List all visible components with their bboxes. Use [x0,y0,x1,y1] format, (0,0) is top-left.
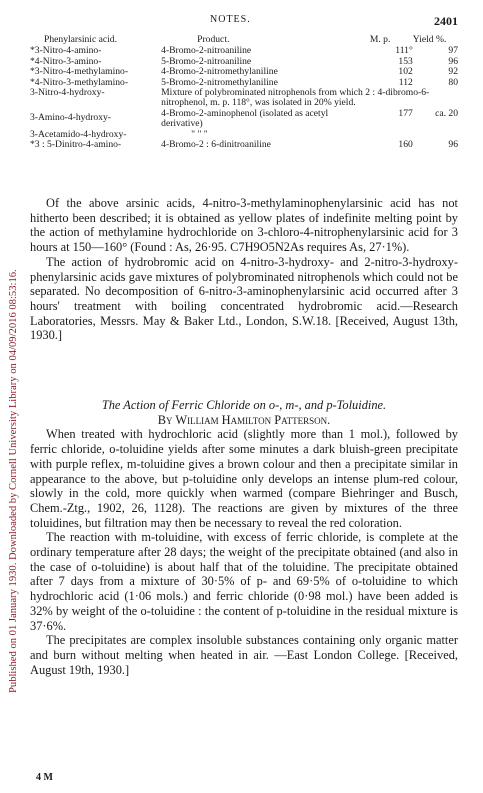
cell: 153 [398,55,413,67]
cell: *3-Nitro-4-amino- [30,45,102,57]
cell: Mixture of polybrominated nitrophenols from which 2 : 4-dibromo-6-nitrophenol, m. p. 118°, was isolated in 20% yield. [161,87,430,109]
cell: 3-Amino-4-hydroxy- [30,111,111,123]
col-header-yield: Yield %. [412,34,447,45]
signature-mark: 4 M [36,772,53,783]
cell: *4-Nitro-3-methylamino- [30,76,129,88]
cell: 96 [448,55,458,67]
cell: 3-Nitro-4-hydroxy- [30,87,105,99]
page-number: 2401 [434,14,458,28]
section-title: NOTES. [210,14,251,25]
cell: 4-Bromo-2-nitromethylaniline [161,66,278,78]
notes-text-1 [30,196,458,343]
download-notice-text: Published on 01 January 1930. Downloaded by Cornell University Library on 04/09/2016 08:53:16. [8,269,19,693]
cell: 4-Bromo-2-nitroaniline [161,45,252,57]
cell: 111° [395,45,413,57]
cell: 177 [398,107,413,119]
cell: " " " [191,128,208,140]
col-header-acid: Phenylarsinic acid. [44,34,117,45]
cell: 97 [448,45,458,57]
article-title: The Action of Ferric Chloride on o-, m-, and p-Toluidine. [101,398,387,412]
table-row [30,109,458,130]
download-notice [0,38,19,698]
cell: 4-Bromo-2 : 6-dinitroaniline [161,139,271,151]
cell: 80 [448,76,458,88]
cell: 4-Bromo-2-aminophenol (isolated as acetyl derivative) [161,107,329,130]
paragraph: Of the above arsinic acids, 4-nitro-3-methylaminophenylarsinic acid has not hitherto been described; it is obtained as yellow plates of indefinite melting point by the action of methylamine hydrochloride on 3-chloro-4-nitrophenylarsinic acid for 3 hours at 150—160° (Found : As, 26·95. C7H9O5N2As requires As, 27·1%). [30,196,458,255]
table-row [30,140,458,150]
running-header [30,14,458,30]
cell: 92 [448,66,458,78]
cell: 96 [448,139,458,151]
cell: 102 [398,66,413,78]
cell: *4-Nitro-3-amino- [30,55,102,67]
cell: 160 [398,139,413,151]
article [30,398,458,677]
cell: 3-Acetamido-4-hydroxy- [30,128,127,140]
paragraph: The reaction with m-toluidine, with excess of ferric chloride, is complete at the ordinary temperature after 28 days; the weight of the precipitate obtained (and also in the case of o-toluidine) is about half that of the toluidine. The precipitate obtained after 7 days from a mixture of 30·5% of p- and 69·5% of o-toluidine to which hydrochloric acid (1·06 mols.) and ferric chloride (0·98 mol.) have been added is 32% by weight of the o-toluidine : the content of p-toluidine in the residual mixture is 37·6%. [30,530,458,633]
cell: ca. 20 [435,107,458,119]
paragraph: When treated with hydrochloric acid (slightly more than 1 mol.), followed by ferric chloride, o-toluidine yields after some minutes a dark bluish-green precipitate with purple reflex, m-toluidine gives a brown colour and then a precipitate similar in appearance to the above, but p-toluidine only develops an intense plum-red colour, slowly in the cold, more quickly when warmed (compare Biehringer and Busch, Chem.-Ztg., 1902, 26, 1128). The reactions are given by mixtures of the three toluidines, but filtration may then be necessary to reveal the red coloration. [30,427,458,530]
paragraph: The action of hydrobromic acid on 4-nitro-3-hydroxy- and 2-nitro-3-hydroxy-phenylarsinic acids gave mixtures of polybrominated nitrophenols which could not be separated. No decomposition of 6-nitro-3-aminophenylarsinic acid occurred after 3 hours' treatment with boiling concentrated hydrobromic acid.—Research Laboratories, Messrs. May & Baker Ltd., London, S.W.18. [Received, August 13th, 1930.] [30,254,458,343]
cell: 5-Bromo-2-nitromethylaniline [161,76,278,88]
cell: 5-Bromo-2-nitroaniline [161,55,252,67]
paragraph: The precipitates are complex insoluble substances containing only organic matter and burn without melting when heated in air. —East London College. [Received, August 19th, 1930.] [30,633,458,677]
table-row [30,88,458,109]
col-header-mp: M. p. [369,34,391,45]
byline: By William Hamilton Patterson. [157,412,331,427]
col-header-product: Product. [197,34,230,45]
cell: *3 : 5-Dinitro-4-amino- [30,139,122,151]
cell: *3-Nitro-4-methylamino- [30,66,129,78]
cell: 112 [398,76,413,88]
results-table [30,35,458,150]
